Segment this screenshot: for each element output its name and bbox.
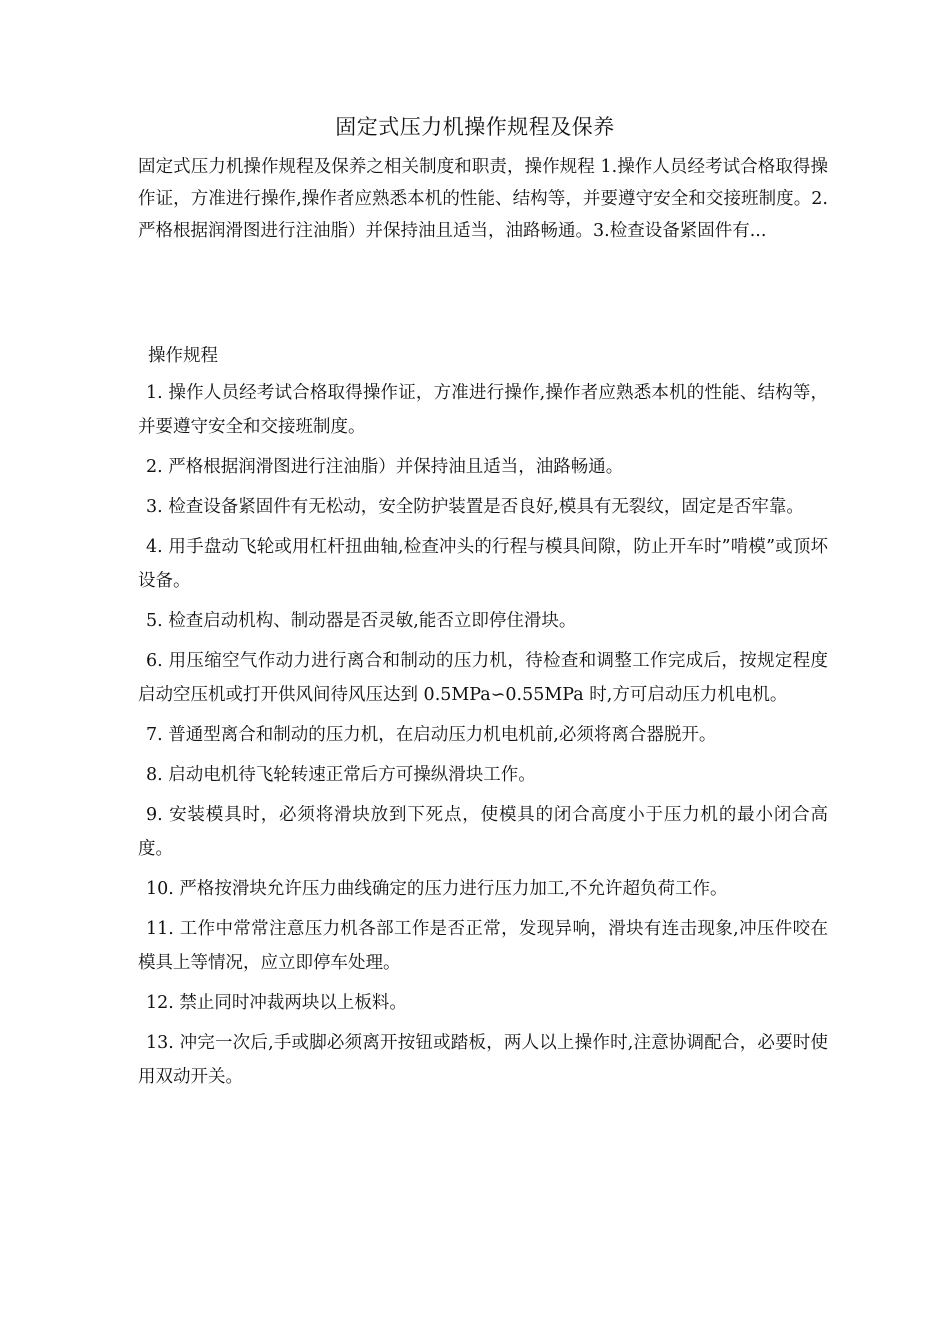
list-item: 11. 工作中常常注意压力机各部工作是否正常，发现异响，滑块有连击现象,冲压件咬在模具上等情况，应立即停车处理。 <box>138 919 828 973</box>
document-body <box>138 342 828 1100</box>
document-title: 固定式压力机操作规程及保养 <box>335 115 615 139</box>
list-item: 6. 用压缩空气作动力进行离合和制动的压力机，待检查和调整工作完成后，按规定程度启动空压机或打开供风间待风压达到 0.5MPa∽0.55MPa 时,方可启动压力机电机。 <box>138 651 828 705</box>
list-item: 1. 操作人员经考试合格取得操作证，方准进行操作,操作者应熟悉本机的性能、结构等，并要遵守安全和交接班制度。 <box>138 383 828 437</box>
section-heading: 操作规程 <box>148 346 218 366</box>
document-summary: 固定式压力机操作规程及保养之相关制度和职责，操作规程 1.操作人员经考试合格取得操作证，方准进行操作,操作者应熟悉本机的性能、结构等，并要遵守安全和交接班制度。2.严格根据润滑图进行注油脂）并保持油且适当，油路畅通。3.检查设备紧固件有... <box>138 157 828 241</box>
list-item: 9. 安装模具时，必须将滑块放到下死点，使模具的闭合高度小于压力机的最小闭合高度。 <box>138 805 828 859</box>
list-item: 10. 严格按滑块允许压力曲线确定的压力进行压力加工,不允许超负荷工作。 <box>146 879 728 899</box>
list-item: 7. 普通型离合和制动的压力机，在启动压力机电机前,必须将离合器脱开。 <box>146 725 717 745</box>
list-item: 3. 检查设备紧固件有无松动，安全防护装置是否良好,模具有无裂纹，固定是否牢靠。 <box>146 497 804 517</box>
list-item: 4. 用手盘动飞轮或用杠杆扭曲轴,检查冲头的行程与模具间隙，防止开车时”啃模”或顶坏设备。 <box>138 537 828 591</box>
list-item: 5. 检查启动机构、制动器是否灵敏,能否立即停住滑块。 <box>146 611 577 631</box>
list-item: 2. 严格根据润滑图进行注油脂）并保持油且适当，油路畅通。 <box>146 457 624 477</box>
list-item: 8. 启动电机待飞轮转速正常后方可操纵滑块工作。 <box>146 765 536 785</box>
list-item: 13. 冲完一次后,手或脚必须离开按钮或踏板，两人以上操作时,注意协调配合，必要时使用双动开关。 <box>138 1033 828 1087</box>
list-item: 12. 禁止同时冲裁两块以上板料。 <box>146 993 407 1013</box>
